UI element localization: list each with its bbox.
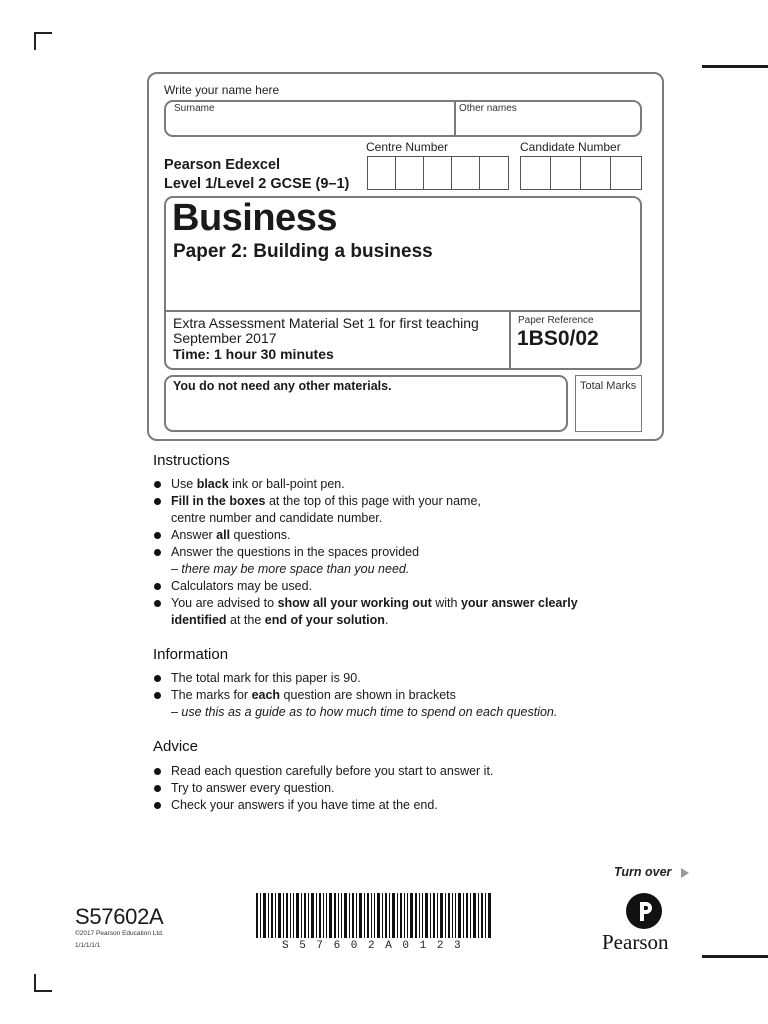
paper-reference: 1BS0/02 bbox=[517, 327, 599, 350]
publisher-name: Pearson bbox=[602, 930, 669, 954]
exam-time: Time: 1 hour 30 minutes bbox=[173, 346, 334, 362]
name-divider bbox=[454, 101, 456, 136]
list-item: Use black ink or ball-point pen. bbox=[153, 476, 613, 493]
subject-title: Business bbox=[172, 197, 337, 239]
candidate-number-boxes[interactable] bbox=[520, 156, 642, 190]
list-item: The total mark for this paper is 90. bbox=[153, 670, 633, 687]
list-item: Answer the questions in the spaces provided – there may be more space than you need. bbox=[153, 544, 613, 578]
board-name: Pearson Edexcel bbox=[164, 157, 281, 173]
instructions-list bbox=[153, 476, 613, 629]
crop-mark-top-vertical bbox=[34, 32, 36, 50]
bullet-icon bbox=[154, 498, 161, 505]
bullet-icon bbox=[154, 802, 161, 809]
bullet-icon bbox=[154, 481, 161, 488]
other-names-field[interactable]: Other names bbox=[459, 103, 517, 114]
bullet-icon bbox=[154, 675, 161, 682]
centre-number-boxes[interactable] bbox=[367, 156, 509, 190]
materials-note: You do not need any other materials. bbox=[173, 379, 392, 393]
list-item: Try to answer every question. bbox=[153, 780, 633, 797]
material-line-1: Extra Assessment Material Set 1 for first teaching bbox=[173, 315, 479, 331]
name-box bbox=[164, 100, 642, 137]
list-item: Calculators may be used. bbox=[153, 578, 613, 595]
candidate-digit-box[interactable] bbox=[581, 157, 611, 189]
turn-over-label: Turn over bbox=[614, 865, 672, 879]
bullet-icon bbox=[154, 583, 161, 590]
write-name-label: Write your name here bbox=[164, 83, 280, 97]
information-heading: Information bbox=[153, 646, 229, 663]
list-item: You are advised to show all your working out with your answer clearly identified at the end of your solution. bbox=[153, 595, 613, 629]
bullet-icon bbox=[154, 692, 161, 699]
pearson-logo-icon bbox=[626, 893, 662, 929]
advice-list bbox=[153, 763, 633, 814]
total-marks-label: Total Marks bbox=[580, 380, 637, 392]
information-list bbox=[153, 670, 633, 721]
barcode-text: S 5 7 6 0 2 A 0 1 2 3 bbox=[282, 940, 463, 952]
copyright: ©2017 Pearson Education Ltd. bbox=[75, 930, 164, 937]
bullet-icon bbox=[154, 549, 161, 556]
bullet-icon bbox=[154, 785, 161, 792]
instructions-heading: Instructions bbox=[153, 452, 230, 469]
advice-heading: Advice bbox=[153, 738, 199, 755]
bullet-icon bbox=[154, 600, 161, 607]
centre-digit-box[interactable] bbox=[424, 157, 452, 189]
centre-digit-box[interactable] bbox=[480, 157, 508, 189]
list-item: The marks for each question are shown in brackets – use this as a guide as to how much time to spend on each question. bbox=[153, 687, 633, 721]
centre-number-label: Centre Number bbox=[366, 140, 449, 154]
candidate-digit-box[interactable] bbox=[521, 157, 551, 189]
paper-reference-label: Paper Reference bbox=[518, 315, 594, 326]
surname-field[interactable]: Surname bbox=[174, 103, 215, 114]
subject-divider-vertical bbox=[509, 311, 511, 369]
centre-digit-box[interactable] bbox=[368, 157, 396, 189]
candidate-digit-box[interactable] bbox=[611, 157, 641, 189]
version-code: 1/1/1/1/1 bbox=[75, 942, 101, 949]
qualification-level: Level 1/Level 2 GCSE (9–1) bbox=[164, 176, 350, 192]
centre-digit-box[interactable] bbox=[396, 157, 424, 189]
candidate-digit-box[interactable] bbox=[551, 157, 581, 189]
list-item: Answer all questions. bbox=[153, 527, 613, 544]
paper-code: S57602A bbox=[75, 904, 164, 929]
list-item: Read each question carefully before you start to answer it. bbox=[153, 763, 633, 780]
material-line-2: September 2017 bbox=[173, 330, 277, 346]
list-item: Check your answers if you have time at the end. bbox=[153, 797, 633, 814]
pearson-logo bbox=[626, 893, 662, 929]
top-right-rule bbox=[702, 65, 768, 68]
candidate-number-label: Candidate Number bbox=[520, 140, 621, 154]
subject-divider-horizontal bbox=[165, 310, 641, 312]
barcode bbox=[256, 893, 492, 938]
paper-title: Paper 2: Building a business bbox=[173, 241, 433, 262]
crop-mark-top-horizontal bbox=[34, 32, 52, 34]
triangle-right-icon bbox=[681, 868, 689, 878]
list-item: Fill in the boxes at the top of this page with your name, centre number and candidate number. bbox=[153, 493, 613, 527]
centre-digit-box[interactable] bbox=[452, 157, 480, 189]
bottom-right-rule bbox=[702, 955, 768, 958]
barcode-icon bbox=[256, 893, 492, 938]
bullet-icon bbox=[154, 532, 161, 539]
crop-mark-bottom-horizontal bbox=[34, 990, 52, 992]
turn-over bbox=[614, 865, 689, 879]
bullet-icon bbox=[154, 768, 161, 775]
